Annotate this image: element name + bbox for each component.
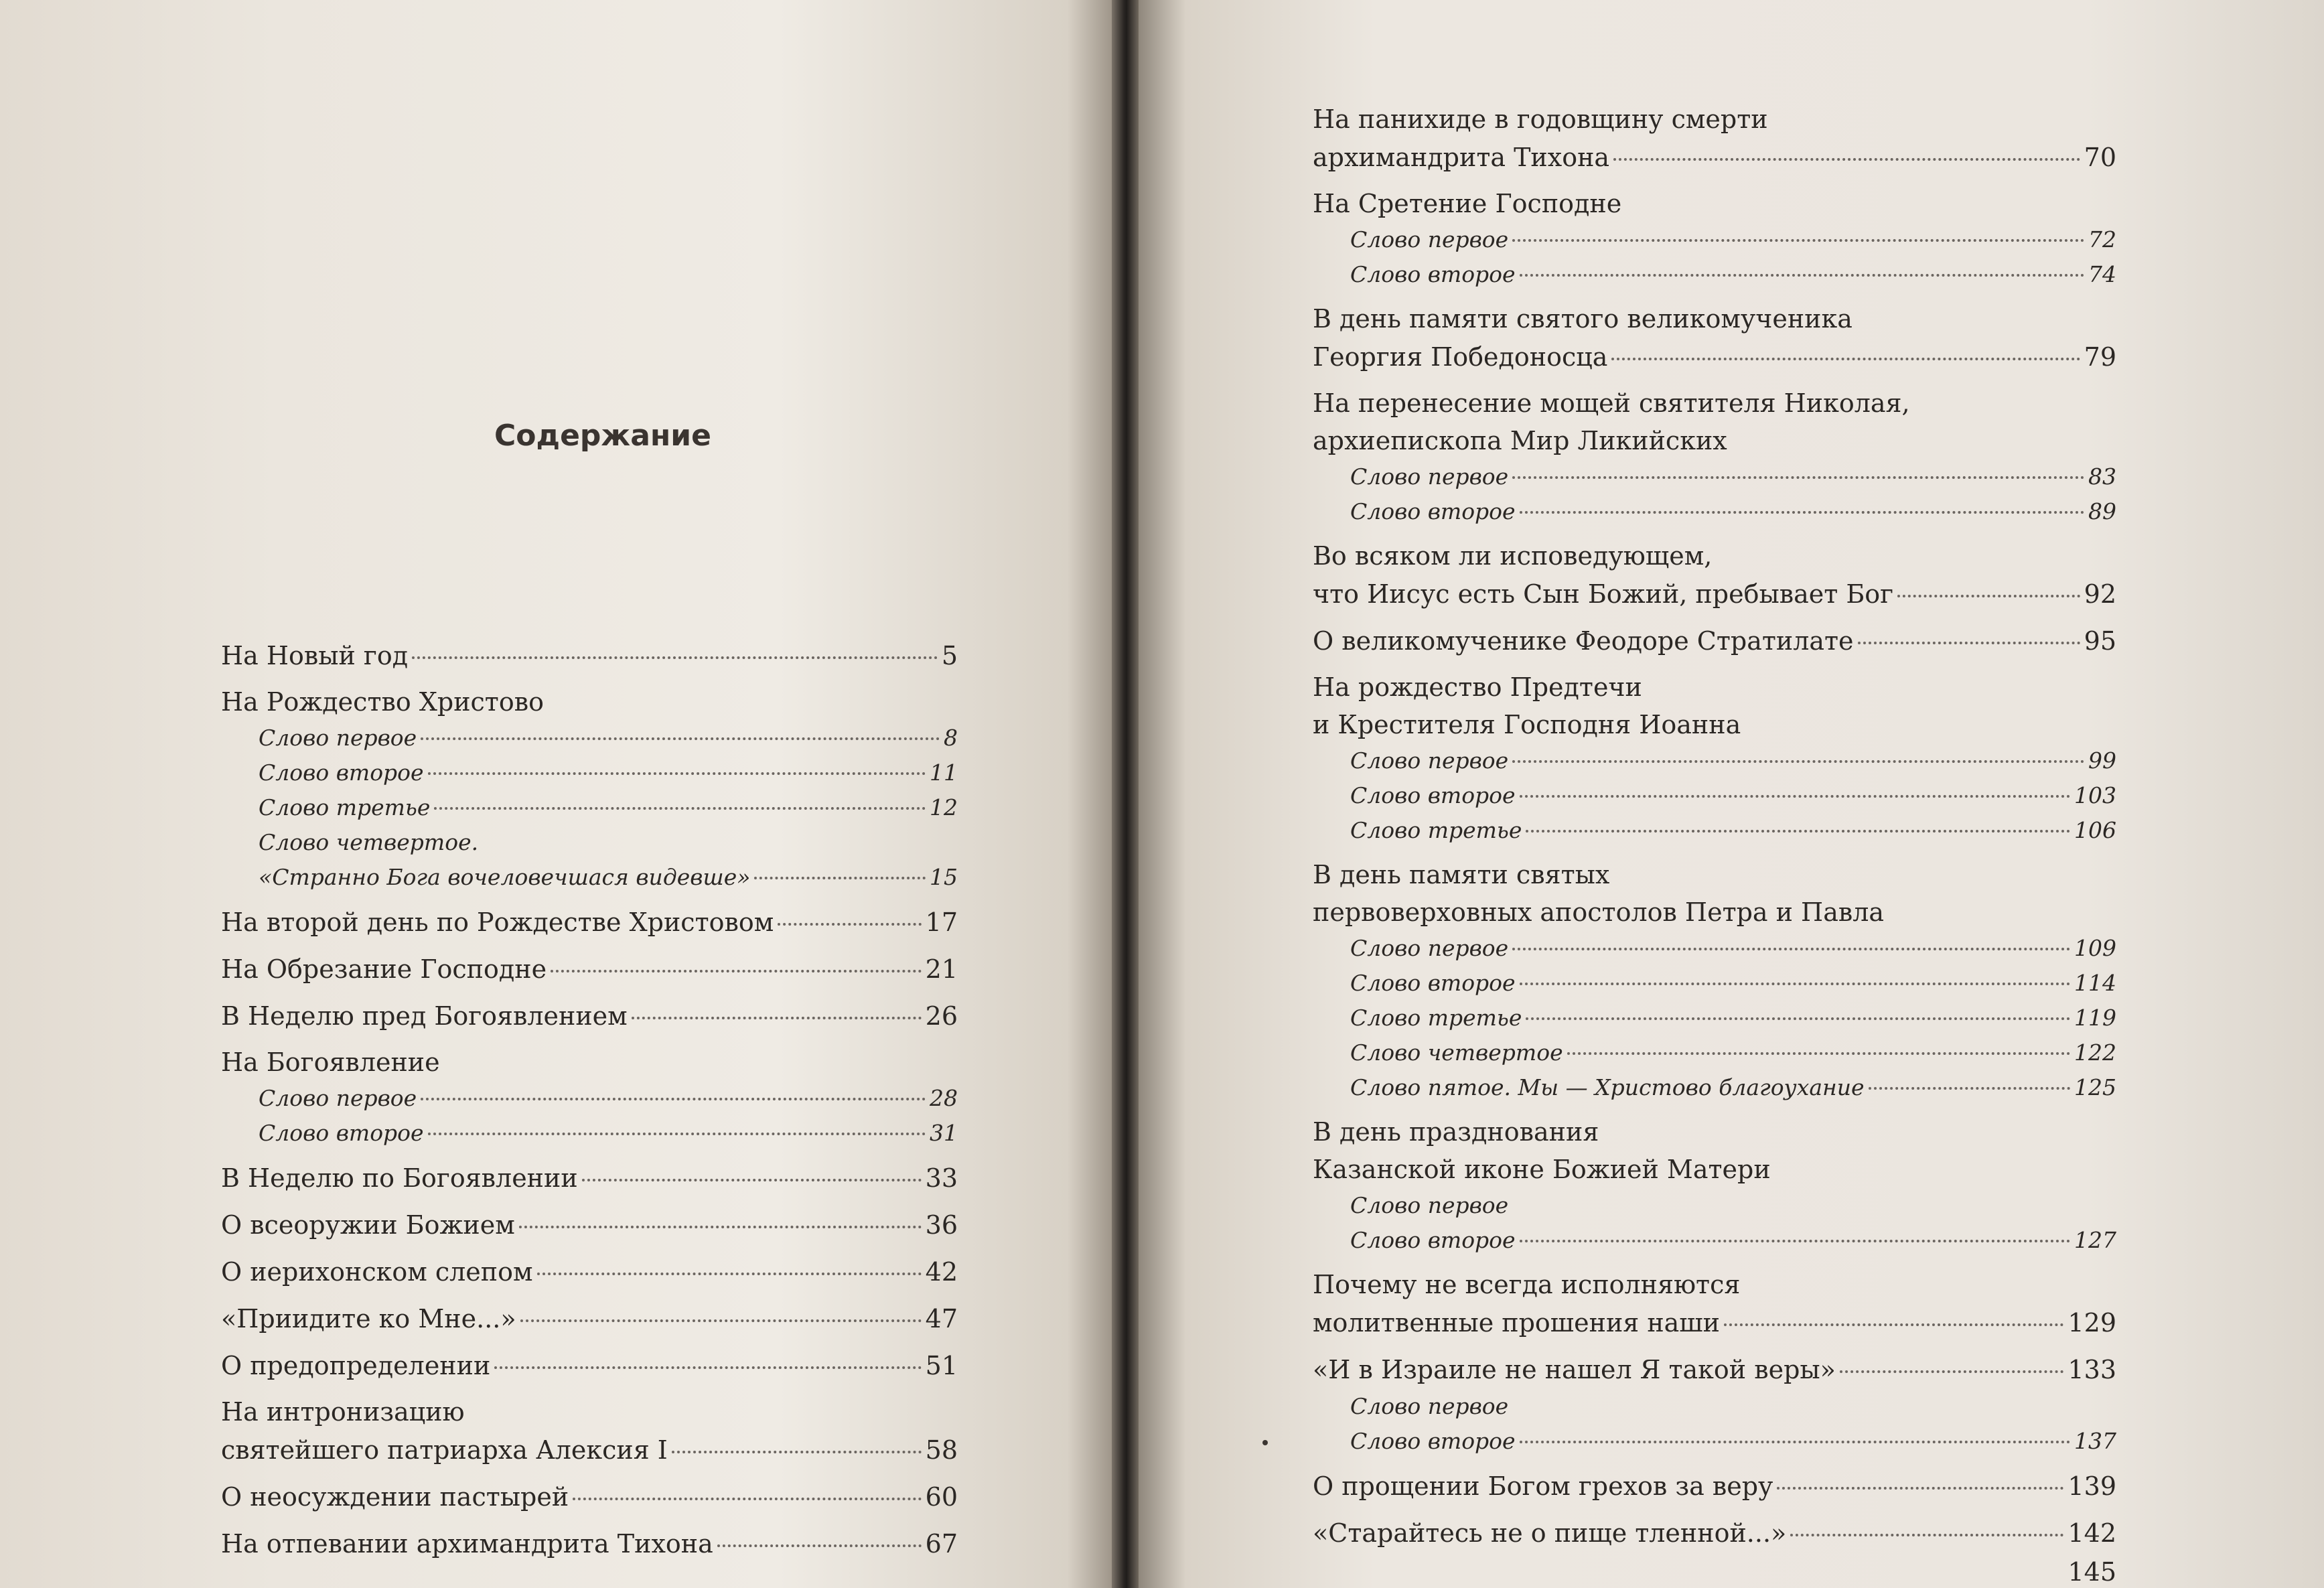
toc-entry: [221, 721, 958, 755]
dot-leader: [1858, 642, 2080, 644]
toc-entry-title: Слово первое: [259, 1085, 417, 1111]
toc-entry: [1313, 1223, 2116, 1258]
toc-entry: [221, 1081, 958, 1116]
toc-entry: [221, 1299, 958, 1338]
toc-entry-title: Слово четвертое: [1350, 1039, 1563, 1066]
dot-leader: [1520, 1441, 2070, 1443]
toc-entry: [1313, 494, 2116, 529]
toc-entry-title: Слово первое: [1350, 1393, 1509, 1419]
dot-leader: [1512, 948, 2070, 950]
toc-page-number: 142: [2067, 1518, 2116, 1548]
book-gutter: [1112, 0, 1139, 1588]
toc-entry: [1313, 575, 2116, 613]
toc-entry-title: В день памяти святых: [1313, 860, 1610, 889]
dot-leader: [421, 737, 940, 740]
toc-entry: [221, 860, 958, 895]
toc-entry: [1313, 459, 2116, 494]
dot-leader: [519, 1226, 922, 1228]
toc-entry: [1313, 893, 2116, 931]
toc-entry-title: Слово первое: [1350, 1192, 1509, 1218]
toc-entry: [1313, 422, 2116, 459]
toc-page-number: 137: [2074, 1428, 2116, 1454]
toc-entry-title: О предопределении: [221, 1351, 491, 1380]
toc-entry: [221, 825, 958, 860]
toc-page-number: 114: [2074, 970, 2116, 996]
toc-page-number: 119: [2074, 1005, 2116, 1031]
dot-leader: [1520, 274, 2084, 277]
toc-page-number: 99: [2088, 747, 2116, 774]
toc-page-number: 70: [2084, 143, 2116, 172]
toc-entry-title: Слово второе: [1350, 1227, 1516, 1253]
toc-page-number: 103: [2074, 782, 2116, 808]
toc-entry-title: Слово второе: [259, 760, 424, 786]
left-page: [0, 0, 1112, 1588]
toc-page-number: 145: [2067, 1557, 2116, 1587]
toc-page-number: 125: [2074, 1074, 2116, 1100]
toc-entry-title: Георгия Победоносца: [1313, 342, 1608, 372]
toc-page-number: 47: [925, 1304, 958, 1333]
toc-entry: [1313, 300, 2116, 338]
dot-leader: [1512, 760, 2084, 763]
toc-entry-title: Слово третье: [1350, 817, 1522, 843]
dot-leader: [1724, 1323, 2064, 1326]
toc-entry-title: Слово первое: [259, 725, 417, 751]
toc-entry: [221, 903, 958, 942]
toc-entry-title: О иерихонском слепом: [221, 1257, 533, 1287]
toc-entry: [221, 1252, 958, 1291]
toc-entry-title: Слово второе: [1350, 261, 1516, 287]
toc-entry: [221, 997, 958, 1035]
toc-entry: [221, 1116, 958, 1151]
toc-page-number: 139: [2067, 1471, 2116, 1501]
dot-leader: [1613, 158, 2080, 161]
toc-entry: [1313, 1266, 2116, 1303]
toc-entry: [221, 1346, 958, 1385]
toc-entry-title: Слово первое: [1350, 226, 1509, 252]
toc-entry-title: На Богоявление: [221, 1048, 440, 1077]
toc-entry: [1313, 856, 2116, 893]
toc-entry-title: Слово первое: [1350, 935, 1509, 961]
toc-page-number: 79: [2084, 342, 2116, 372]
toc-page-number: 26: [925, 1001, 958, 1031]
toc-entry-title: Слово третье: [1350, 1005, 1522, 1031]
toc-page-number: 28: [930, 1085, 958, 1111]
toc-entry: [221, 1159, 958, 1198]
toc-entry: [221, 1043, 958, 1081]
dot-leader: [1526, 830, 2070, 833]
toc-entry-title: Слово второе: [259, 1120, 424, 1146]
toc-entry: [1313, 138, 2116, 177]
dot-leader: [412, 656, 938, 659]
toc-entry-title: В день памяти святого великомученика: [1313, 304, 1853, 334]
toc-entry: [221, 950, 958, 989]
toc-page-number: 129: [2067, 1308, 2116, 1338]
toc-entry-title: Во всяком ли исповедующем,: [1313, 541, 1713, 571]
toc-entry-title: и Крестителя Господня Иоанна: [1313, 710, 1741, 739]
toc-page-number: 36: [925, 1210, 958, 1240]
toc-entry: [1313, 1467, 2116, 1506]
toc-entry-title: первоверховных апостолов Петра и Павла: [1313, 897, 1885, 927]
toc-page-number: 31: [930, 1120, 958, 1146]
toc-page-number: 17: [925, 908, 958, 937]
toc-entry-title: На Новый год: [221, 641, 409, 670]
toc-page-number: 83: [2088, 463, 2116, 490]
dot-leader: [1840, 1370, 2064, 1373]
toc-entry-title: Слово второе: [1350, 782, 1516, 808]
toc-entry: [1313, 622, 2116, 660]
toc-entry: [1313, 931, 2116, 966]
toc-entry: [1313, 1070, 2116, 1105]
toc-entry-title: Казанской иконе Божией Матери: [1313, 1155, 1771, 1184]
toc-entry-title: О великомученике Феодоре Стратилате: [1313, 626, 1854, 656]
margin-dot: [1262, 1440, 1268, 1445]
toc-entry: [221, 636, 958, 675]
dot-leader: [551, 970, 922, 972]
dot-leader: [632, 1017, 922, 1019]
toc-page-number: 11: [930, 760, 958, 786]
dot-leader: [582, 1179, 922, 1181]
toc-page-number: 74: [2088, 261, 2116, 287]
toc-entry: [1313, 1151, 2116, 1188]
toc-entry: [221, 790, 958, 825]
dot-leader: [1790, 1534, 2063, 1536]
toc-entry: [1313, 384, 2116, 422]
dot-leader: [421, 1098, 926, 1100]
toc-entry-title: Слово четвертое.: [259, 829, 479, 855]
dot-leader: [434, 807, 926, 810]
toc-entry: [1313, 100, 2116, 138]
toc-entry: [221, 683, 958, 721]
toc-entry-title: В Неделю по Богоявлении: [221, 1163, 578, 1193]
toc-page-number: 58: [925, 1435, 958, 1465]
toc-entry-title: На Сретение Господне: [1313, 189, 1622, 218]
toc-entry: [1313, 668, 2116, 706]
toc-page-number: 60: [925, 1482, 958, 1512]
toc-entry: [1313, 1389, 2116, 1424]
toc-entry-title: Слово пятое. Мы — Христово благоухание: [1350, 1074, 1865, 1100]
toc-page-number: 127: [2074, 1227, 2116, 1253]
toc-entry-title: Слово первое: [1350, 747, 1509, 774]
toc-entry: [1313, 1113, 2116, 1151]
toc-entry-title: архиепископа Мир Ликийских: [1313, 426, 1727, 455]
dot-leader: [573, 1498, 921, 1500]
toc-entry-title: молитвенные прошения наши: [1313, 1308, 1720, 1338]
toc-entry: [1313, 537, 2116, 575]
toc-page-number: 5: [941, 641, 958, 670]
dot-leader: [520, 1319, 922, 1322]
dot-leader: [1611, 358, 2080, 360]
toc-page-number: 133: [2067, 1355, 2116, 1384]
dot-leader: [1897, 595, 2080, 597]
dot-leader: [754, 877, 926, 879]
toc-entry: [1313, 222, 2116, 257]
dot-leader: [537, 1273, 922, 1275]
toc-entry: [1313, 1514, 2116, 1553]
toc-entry: [1313, 257, 2116, 292]
toc-page-number: 92: [2084, 579, 2116, 609]
toc-entry: [1313, 338, 2116, 376]
toc-entry-title: Слово третье: [259, 794, 431, 820]
toc-entry: [221, 1477, 958, 1516]
dot-leader: [672, 1451, 922, 1453]
toc-page-number: 51: [925, 1351, 958, 1380]
toc-entry-title: Почему не всегда исполняются: [1313, 1270, 1741, 1299]
toc-entry: [221, 1431, 958, 1469]
toc-page-number: 21: [925, 954, 958, 984]
dot-leader: [1520, 983, 2070, 985]
dot-leader: [1520, 511, 2084, 514]
dot-leader: [1520, 1240, 2070, 1242]
toc-entry: [221, 1393, 958, 1431]
toc-left-column: [221, 636, 958, 1563]
toc-entry-title: что Иисус есть Сын Божий, пребывает Бог: [1313, 579, 1894, 609]
toc-entry-title: Слово второе: [1350, 1428, 1516, 1454]
toc-entry-title: О прощении Богом грехов за веру: [1313, 1471, 1773, 1501]
toc-page-number: 95: [2084, 626, 2116, 656]
toc-entry: [1313, 706, 2116, 743]
toc-entry-title: На перенесение мощей святителя Николая,: [1313, 388, 1910, 418]
toc-entry-title: На второй день по Рождестве Христовом: [221, 908, 774, 937]
toc-entry-title: «Приидите ко Мне...»: [221, 1304, 516, 1333]
toc-page-number: 33: [925, 1163, 958, 1193]
toc-right-column: [1313, 100, 2116, 1588]
toc-page-number: 106: [2074, 817, 2116, 843]
dot-leader: [1567, 1052, 2070, 1055]
toc-entry: [221, 1206, 958, 1244]
dot-leader: [717, 1544, 922, 1547]
page-title: Содержание: [494, 419, 711, 453]
toc-entry: [1313, 778, 2116, 813]
toc-entry-title: О неосуждении пастырей: [221, 1482, 569, 1512]
toc-entry-title: «Старайтесь не о пище тленной...»: [1313, 1518, 1787, 1548]
dot-leader: [1512, 476, 2084, 479]
toc-page-number: 109: [2074, 935, 2116, 961]
toc-entry-title: На панихиде в годовщину смерти: [1313, 104, 1768, 134]
toc-page-number: 72: [2088, 226, 2116, 252]
toc-entry: [1313, 1424, 2116, 1459]
toc-entry-title: Слово второе: [1350, 970, 1516, 996]
dot-leader: [1512, 239, 2084, 242]
toc-page-number: 122: [2074, 1039, 2116, 1066]
toc-entry-title: Слово первое: [1350, 463, 1509, 490]
toc-entry-title: В Неделю пред Богоявлением: [221, 1001, 628, 1031]
toc-entry: [1313, 1553, 2116, 1588]
toc-entry-title: «И в Израиле не нашел Я такой веры»: [1313, 1355, 1836, 1384]
toc-entry: [221, 755, 958, 790]
toc-entry: [1313, 813, 2116, 848]
toc-entry-title: «Странно Бога вочеловечшася видевше»: [259, 864, 751, 890]
toc-page-number: 12: [930, 794, 958, 820]
toc-page-number: 67: [925, 1529, 958, 1559]
toc-entry-title: О всеоружии Божием: [221, 1210, 515, 1240]
toc-entry: [1313, 1350, 2116, 1389]
toc-entry-title: На Рождество Христово: [221, 687, 544, 717]
toc-entry-title: На интронизацию: [221, 1397, 465, 1427]
toc-entry: [1313, 185, 2116, 222]
dot-leader: [1520, 795, 2070, 798]
dot-leader: [428, 1133, 926, 1135]
dot-leader: [778, 923, 921, 926]
right-page: [1139, 0, 2324, 1588]
toc-entry-title: В день празднования: [1313, 1117, 1599, 1147]
toc-entry: [1313, 966, 2116, 1001]
toc-page-number: 42: [925, 1257, 958, 1287]
toc-entry-title: На рождество Предтечи: [1313, 672, 1642, 702]
toc-entry: [1313, 1035, 2116, 1070]
toc-entry-title: На Обрезание Господне: [221, 954, 547, 984]
dot-leader: [494, 1366, 921, 1369]
toc-entry: [221, 1524, 958, 1563]
toc-page-number: 89: [2088, 498, 2116, 524]
toc-entry: [1313, 1303, 2116, 1342]
dot-leader: [1869, 1087, 2070, 1090]
toc-entry: [1313, 1001, 2116, 1035]
dot-leader: [428, 772, 926, 775]
toc-entry: [1313, 743, 2116, 778]
toc-page-number: 15: [930, 864, 958, 890]
dot-leader: [1777, 1487, 2063, 1490]
toc-page-number: 8: [944, 725, 958, 751]
toc-entry-title: святейшего патриарха Алексия I: [221, 1435, 668, 1465]
dot-leader: [1526, 1017, 2070, 1020]
toc-entry-title: На отпевании архимандрита Тихона: [221, 1529, 713, 1559]
toc-entry: [1313, 1188, 2116, 1223]
toc-entry-title: архимандрита Тихона: [1313, 143, 1610, 172]
toc-entry-title: Слово второе: [1350, 498, 1516, 524]
